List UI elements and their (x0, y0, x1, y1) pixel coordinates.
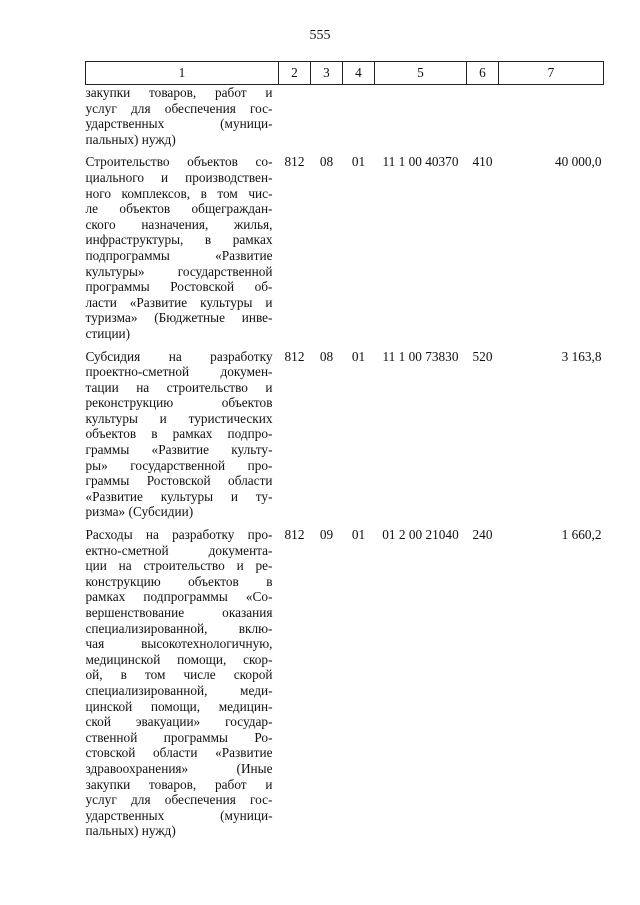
cell-col2: 812 (284, 348, 305, 364)
description-line: ударственных (муници- (85, 807, 273, 823)
description-line: специализированной, вклю- (85, 620, 273, 636)
page-number: 555 (309, 28, 331, 43)
cell-col6 (467, 85, 499, 155)
description-line: ской эвакуации» государ- (85, 714, 273, 730)
cell-col5: 11 1 00 73830 (382, 348, 459, 364)
description-line: граммы «Развитие культу- (85, 442, 273, 458)
header-col-4: 4 (343, 62, 375, 85)
description-line: ры» государственной про- (85, 457, 273, 473)
cell-col2 (279, 85, 311, 155)
table-row (86, 349, 604, 528)
cell-col5: 01 2 00 21040 (382, 527, 459, 543)
table-header-row (86, 62, 604, 85)
cell-col7 (499, 85, 604, 155)
cell-col4: 01 (351, 348, 366, 364)
description-line: закупки товаров, работ и (85, 85, 273, 100)
description-line: тации на строительство и (85, 379, 273, 395)
description-line: стиции) (85, 325, 131, 341)
description-line: чая высокотехнологичную, (85, 636, 273, 652)
cell-col4: 01 (351, 154, 366, 170)
table-row (86, 527, 604, 846)
description-line: рамках подпрограммы «Со- (85, 589, 273, 605)
cell-col4: 01 (351, 527, 366, 543)
description-line: Расходы на разработку про- (85, 527, 273, 543)
description-line: проектно-сметной докумен- (85, 364, 273, 380)
description-line: стовской области «Развитие (85, 745, 273, 761)
description-line: ризма» (Субсидии) (85, 504, 194, 520)
header-col-6: 6 (467, 62, 499, 85)
cell-col7: 1 660,2 (561, 527, 602, 543)
row-description (86, 154, 279, 348)
cell-col7: 3 163,8 (561, 348, 602, 364)
description-line: культуры» государственной (85, 263, 273, 279)
cell-col4 (343, 85, 375, 155)
description-line: граммы Ростовской области (85, 473, 273, 489)
description-line: подпрограммы «Развитие (85, 247, 273, 263)
cell-col7: 40 000,0 (554, 154, 602, 170)
description-line: туризма» (Бюджетные инве- (85, 310, 273, 326)
description-line: специализированной, меди- (85, 682, 273, 698)
description-line: Субсидия на разработку (85, 348, 273, 364)
cell-col3: 09 (319, 527, 334, 543)
description-line: пальных) нужд) (85, 131, 176, 147)
description-line: ударственных (муници- (85, 116, 273, 132)
description-line: объектов в рамках подпро- (85, 426, 273, 442)
description-line: ского назначения, жилья, (85, 216, 273, 232)
table-row (86, 154, 604, 348)
description-line: ласти «Развитие культуры и (85, 294, 273, 310)
description-line: Строительство объектов со- (85, 154, 273, 170)
header-col-3: 3 (311, 62, 343, 85)
description-line: «Развитие культуры и ту- (85, 488, 273, 504)
description-line: инфраструктуры, в рамках (85, 232, 273, 248)
description-line: ле объектов общеграждан- (85, 201, 273, 217)
cell-col6: 410 (472, 154, 493, 170)
description-line: ектно-сметной документа- (85, 542, 273, 558)
description-line: цинской помощи, медицин- (85, 698, 273, 714)
description-line: конструкцию объектов в (85, 573, 273, 589)
cell-col3 (311, 85, 343, 155)
description-line: ственной программы Ро- (85, 729, 273, 745)
description-line: программы Ростовской об- (85, 279, 273, 295)
cell-col6: 240 (472, 527, 493, 543)
description-line: ного комплексов, в том чис- (85, 185, 273, 201)
description-line: культуры и туристических (85, 410, 273, 426)
description-line: услуг для обеспечения гос- (85, 792, 273, 808)
row-description (86, 349, 279, 528)
cell-col3: 08 (319, 154, 334, 170)
description-line: реконструкцию объектов (85, 395, 273, 411)
description-line: услуг для обеспечения гос- (85, 100, 273, 116)
table-row (86, 85, 604, 155)
description-line: ции на строительство и ре- (85, 558, 273, 574)
cell-col2: 812 (284, 527, 305, 543)
row-description (86, 527, 279, 846)
description-line: циального и производствен- (85, 169, 273, 185)
description-line: закупки товаров, работ и (85, 776, 273, 792)
table-body (86, 85, 604, 846)
description-line: медицинской помощи, скор- (85, 651, 273, 667)
cell-col3: 08 (319, 348, 334, 364)
header-col-1: 1 (86, 62, 279, 85)
description-line: ой, в том числе скорой (85, 667, 273, 683)
cell-col5 (375, 85, 467, 155)
header-col-7: 7 (499, 62, 604, 85)
cell-col5: 11 1 00 40370 (382, 154, 459, 170)
description-line: вершенствование оказания (85, 605, 273, 620)
row-description (86, 85, 279, 155)
description-line: здравоохранения» (Иные (85, 760, 273, 776)
budget-table (85, 61, 604, 846)
header-col-2: 2 (279, 62, 311, 85)
header-col-5: 5 (375, 62, 467, 85)
cell-col6: 520 (472, 348, 493, 364)
cell-col2: 812 (284, 154, 305, 170)
description-line: пальных) нужд) (85, 823, 176, 839)
